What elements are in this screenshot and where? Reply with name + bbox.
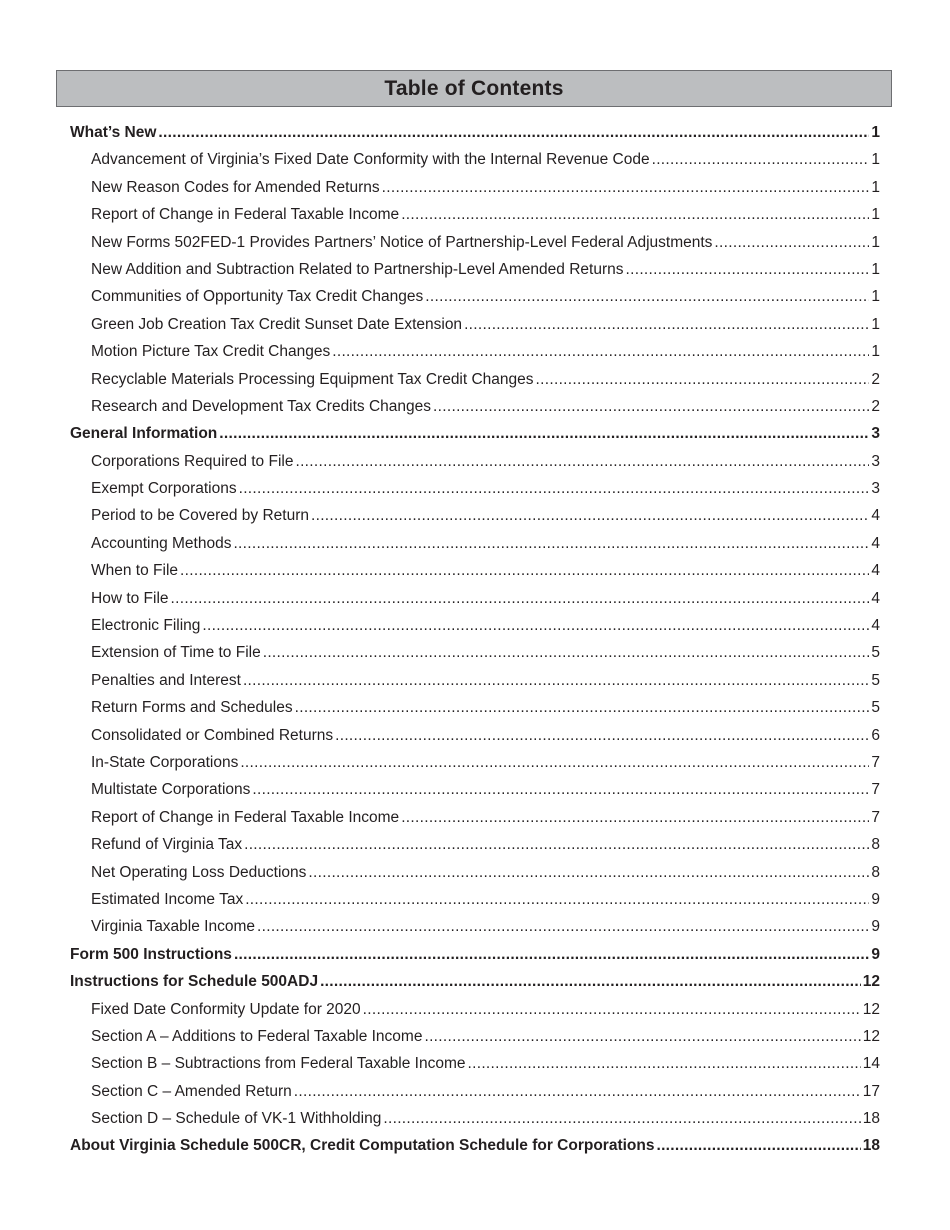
toc-entry-title: How to File	[91, 589, 169, 607]
toc-entry-title: Motion Picture Tax Credit Changes	[91, 343, 331, 361]
dot-leader	[652, 146, 870, 173]
toc-entry-page-number: 4	[871, 534, 880, 552]
toc-entry-page-number: 1	[871, 288, 880, 306]
toc-subsection-entry[interactable]	[70, 859, 880, 886]
toc-entry-title: Section A – Additions to Federal Taxable Income	[91, 1027, 423, 1045]
toc-entry-title: What’s New	[70, 124, 157, 141]
toc-entry-title: Form 500 Instructions	[70, 945, 232, 963]
dot-leader	[424, 1023, 860, 1050]
toc-entry-title: Estimated Income Tax	[91, 890, 244, 908]
toc-entry-page-number: 1	[871, 178, 880, 196]
dot-leader	[219, 420, 869, 447]
dot-leader	[308, 859, 869, 886]
toc-entry-page-number: 7	[871, 781, 880, 799]
toc-subsection-entry[interactable]	[70, 639, 880, 666]
toc-subsection-entry[interactable]	[70, 913, 880, 940]
toc-subsection-entry[interactable]	[70, 366, 880, 393]
toc-entry-title: Communities of Opportunity Tax Credit Changes	[91, 288, 424, 306]
toc-subsection-entry[interactable]	[70, 996, 880, 1023]
toc-entry-page-number: 5	[871, 699, 880, 717]
toc-subsection-entry[interactable]	[70, 585, 880, 612]
toc-entry-page-number: 7	[871, 753, 880, 771]
toc-section-entry[interactable]	[70, 119, 880, 146]
toc-entry-title: Electronic Filing	[91, 617, 201, 635]
toc-section-entry[interactable]	[70, 1132, 880, 1159]
toc-entry-page-number: 1	[871, 151, 880, 169]
toc-section-entry[interactable]	[70, 420, 880, 447]
toc-entry-page-number: 4	[871, 507, 880, 525]
toc-entry-page-number: 8	[871, 863, 880, 881]
toc-section-entry[interactable]	[70, 941, 880, 968]
dot-leader	[401, 804, 869, 831]
toc-entry-title: Advancement of Virginia’s Fixed Date Conformity with the Internal Revenue Code	[91, 151, 650, 169]
toc-subsection-entry[interactable]	[70, 557, 880, 584]
dot-leader	[335, 722, 869, 749]
toc-subsection-entry[interactable]	[70, 1078, 880, 1105]
toc-subsection-entry[interactable]	[70, 311, 880, 338]
toc-entry-page-number: 14	[862, 1055, 880, 1073]
dot-leader	[202, 612, 869, 639]
dot-leader	[257, 913, 869, 940]
toc-entry-title: Accounting Methods	[91, 534, 232, 552]
dot-leader	[401, 201, 869, 228]
toc-subsection-entry[interactable]	[70, 1105, 880, 1132]
dot-leader	[240, 749, 869, 776]
dot-leader	[171, 585, 870, 612]
dot-leader	[245, 886, 869, 913]
toc-entry-page-number: 1	[871, 343, 880, 361]
toc-entry-title: Multistate Corporations	[91, 781, 251, 799]
toc-entry-title: Section C – Amended Return	[91, 1082, 292, 1100]
toc-subsection-entry[interactable]	[70, 694, 880, 721]
toc-entry-title: New Addition and Subtraction Related to Partnership-Level Amended Returns	[91, 260, 624, 278]
dot-leader	[656, 1132, 860, 1159]
toc-entry-page-number: 1	[871, 260, 880, 278]
toc-subsection-entry[interactable]	[70, 667, 880, 694]
toc-entry-page-number: 3	[871, 480, 880, 498]
toc-subsection-entry[interactable]	[70, 338, 880, 365]
toc-subsection-entry[interactable]	[70, 475, 880, 502]
toc-entry-page-number: 6	[871, 726, 880, 744]
toc-entry-title: General Information	[70, 425, 218, 443]
toc-entry-page-number: 1	[871, 233, 880, 251]
toc-entry-title: Virginia Taxable Income	[91, 918, 255, 936]
toc-subsection-entry[interactable]	[70, 749, 880, 776]
toc-entry-title: About Virginia Schedule 500CR, Credit Computation Schedule for Corporations	[70, 1137, 655, 1155]
toc-entry-title: Recyclable Materials Processing Equipment Tax Credit Changes	[91, 370, 534, 388]
toc-subsection-entry[interactable]	[70, 530, 880, 557]
toc-entry-title: Return Forms and Schedules	[91, 699, 293, 717]
dot-leader	[714, 229, 869, 256]
toc-subsection-entry[interactable]	[70, 722, 880, 749]
toc-subsection-entry[interactable]	[70, 831, 880, 858]
toc-entry-page-number: 18	[862, 1137, 880, 1155]
dot-leader	[464, 311, 869, 338]
toc-entry-title: Corporations Required to File	[91, 452, 294, 470]
toc-subsection-entry[interactable]	[70, 448, 880, 475]
toc-section-entry[interactable]	[70, 968, 880, 995]
dot-leader	[363, 996, 861, 1023]
dot-leader	[180, 557, 869, 584]
toc-subsection-entry[interactable]	[70, 174, 880, 201]
dot-leader	[263, 639, 870, 666]
dot-leader	[243, 667, 869, 694]
dot-leader	[433, 393, 869, 420]
dot-leader	[234, 941, 869, 968]
toc-subsection-entry[interactable]	[70, 1050, 880, 1077]
dot-leader	[158, 119, 869, 146]
dot-leader	[468, 1050, 861, 1077]
toc-entry-page-number: 4	[871, 562, 880, 580]
toc-entry-title: Section D – Schedule of VK-1 Withholding	[91, 1110, 382, 1128]
toc-entry-title: Report of Change in Federal Taxable Income	[91, 808, 400, 826]
toc-subsection-entry[interactable]	[70, 1023, 880, 1050]
toc-entry-page-number: 9	[871, 890, 880, 908]
toc-entry-page-number: 3	[871, 452, 880, 470]
toc-subsection-entry[interactable]	[70, 229, 880, 256]
toc-entry-page-number: 4	[871, 617, 880, 635]
toc-entry-page-number: 3	[871, 425, 880, 443]
dot-leader	[244, 831, 869, 858]
toc-subsection-entry[interactable]	[70, 612, 880, 639]
toc-entry-title: New Reason Codes for Amended Returns	[91, 178, 380, 196]
dot-leader	[536, 366, 870, 393]
dot-leader	[425, 283, 869, 310]
toc-entry-title: Section B – Subtractions from Federal Taxable Income	[91, 1055, 466, 1073]
toc-entry-title: When to File	[91, 562, 179, 580]
toc-entry-page-number: 12	[862, 1000, 880, 1018]
toc-entry-page-number: 12	[862, 973, 880, 991]
toc-entry-page-number: 2	[871, 397, 880, 415]
dot-leader	[295, 694, 870, 721]
toc-list	[70, 119, 880, 1160]
toc-subsection-entry[interactable]	[70, 283, 880, 310]
toc-subsection-entry[interactable]	[70, 776, 880, 803]
toc-entry-title: Extension of Time to File	[91, 644, 261, 662]
dot-leader	[233, 530, 869, 557]
toc-entry-title: New Forms 502FED-1 Provides Partners’ Notice of Partnership-Level Federal Adjustments	[91, 233, 713, 251]
toc-subsection-entry[interactable]	[70, 393, 880, 420]
toc-entry-page-number: 1	[871, 124, 880, 141]
toc-entry-page-number: 7	[871, 808, 880, 826]
dot-leader	[294, 1078, 861, 1105]
toc-entry-page-number: 18	[862, 1110, 880, 1128]
toc-entry-page-number: 4	[871, 589, 880, 607]
toc-subsection-entry[interactable]	[70, 146, 880, 173]
toc-entry-title: Period to be Covered by Return	[91, 507, 309, 525]
toc-entry-title: Net Operating Loss Deductions	[91, 863, 307, 881]
toc-entry-page-number: 5	[871, 644, 880, 662]
toc-entry-title: Fixed Date Conformity Update for 2020	[91, 1000, 361, 1018]
dot-leader	[332, 338, 869, 365]
dot-leader	[626, 256, 870, 283]
toc-entry-title: Exempt Corporations	[91, 480, 237, 498]
toc-entry-title: Report of Change in Federal Taxable Income	[91, 206, 400, 224]
dot-leader	[320, 968, 861, 995]
toc-entry-title: Refund of Virginia Tax	[91, 836, 243, 854]
toc-subsection-entry[interactable]	[70, 201, 880, 228]
toc-entry-title: Green Job Creation Tax Credit Sunset Date Extension	[91, 315, 463, 333]
toc-entry-page-number: 9	[871, 918, 880, 936]
toc-entry-page-number: 9	[871, 945, 880, 963]
dot-leader	[239, 475, 870, 502]
toc-entry-title: Research and Development Tax Credits Changes	[91, 397, 432, 415]
dot-leader	[295, 448, 869, 475]
page-title: Table of Contents	[384, 76, 564, 100]
dot-leader	[311, 502, 869, 529]
toc-entry-page-number: 2	[871, 370, 880, 388]
toc-subsection-entry[interactable]	[70, 886, 880, 913]
toc-subsection-entry[interactable]	[70, 502, 880, 529]
toc-entry-page-number: 12	[862, 1027, 880, 1045]
toc-entry-title: In-State Corporations	[91, 753, 239, 771]
dot-leader	[383, 1105, 860, 1132]
toc-subsection-entry[interactable]	[70, 804, 880, 831]
toc-entry-page-number: 1	[871, 315, 880, 333]
dot-leader	[382, 174, 870, 201]
toc-entry-title: Consolidated or Combined Returns	[91, 726, 334, 744]
toc-entry-title: Instructions for Schedule 500ADJ	[70, 973, 319, 991]
toc-entry-page-number: 1	[871, 206, 880, 224]
toc-entry-title: Penalties and Interest	[91, 671, 241, 689]
toc-entry-page-number: 8	[871, 836, 880, 854]
toc-entry-page-number: 5	[871, 671, 880, 689]
dot-leader	[252, 776, 869, 803]
toc-entry-page-number: 17	[862, 1082, 880, 1100]
toc-header-bar	[56, 70, 892, 107]
toc-subsection-entry[interactable]	[70, 256, 880, 283]
